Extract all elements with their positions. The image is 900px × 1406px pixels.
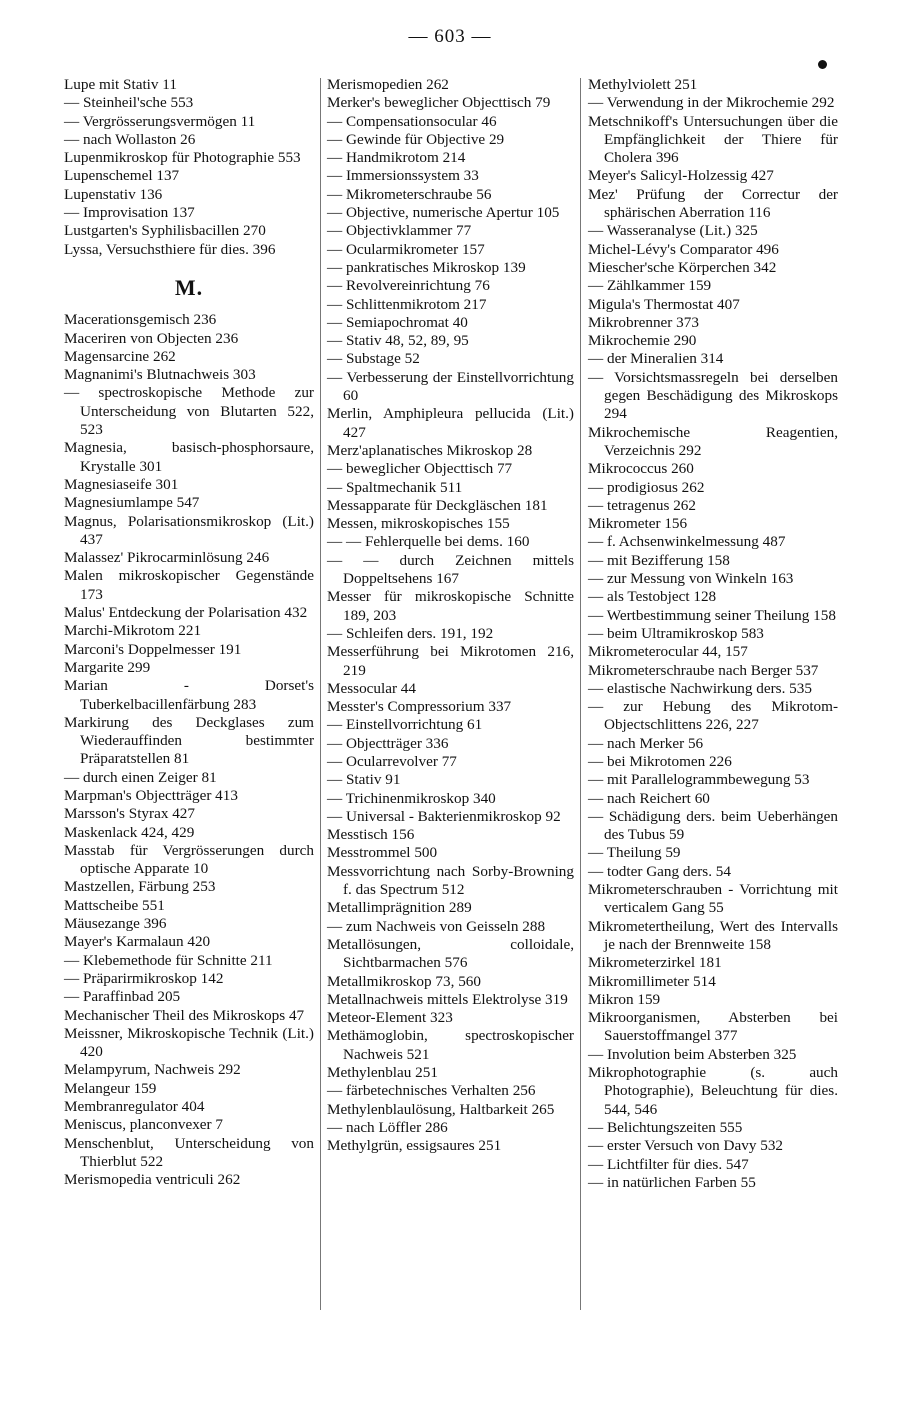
index-entry: Meniscus, planconvexer 7 (64, 1116, 224, 1134)
index-entry: — nach Löffler 286 (327, 1118, 448, 1136)
index-entry: — Schlittenmikrotom 217 (327, 295, 487, 313)
index-entry: — färbetechnisches Verhalten 256 (327, 1082, 536, 1100)
index-entry: Mikrochemische Reagentien, Verzeichnis 292 (588, 423, 838, 459)
index-entry: Magensarcine 262 (64, 347, 176, 365)
index-entry: Meteor-Element 323 (327, 1009, 453, 1027)
index-entry: — Lichtfilter für dies. 547 (588, 1155, 749, 1173)
index-entry: Mikron 159 (588, 990, 661, 1008)
index-entry: Magnanimi's Blutnachweis 303 (64, 366, 256, 384)
index-entry: — Verbesserung der Einstellvorrichtung 60 (327, 368, 574, 405)
index-entry: Malus' Entdeckung der Polarisation 432 (64, 604, 308, 622)
index-entry: — nach Reichert 60 (588, 789, 710, 807)
index-entry: — Handmikrotom 214 (327, 149, 466, 167)
index-entry: Merismopedia ventriculi 262 (64, 1171, 241, 1189)
index-entry: Metallmikroskop 73, 560 (327, 972, 481, 990)
index-entry: Methylgrün, essigsaures 251 (327, 1137, 502, 1155)
index-entry: — Gewinde für Objective 29 (327, 130, 505, 148)
index-entry: Mikrometerschraube nach Berger 537 (588, 661, 819, 679)
index-entry: — Spaltmechanik 511 (327, 478, 463, 496)
index-entry: Metallnachweis mittels Elektrolyse 319 (327, 990, 568, 1008)
index-entry: Methämoglobin, spectroskopischer Nachweis 521 (327, 1027, 574, 1063)
index-entry: Menschenblut, Unterscheidung von Thierblut 522 (64, 1134, 314, 1170)
index-entry: — Theilung 59 (588, 844, 681, 862)
index-entry: Michel-Lévy's Comparator 496 (588, 240, 779, 258)
entry-list (588, 76, 838, 1192)
index-entry: Magnus, Polarisationsmikroskop (Lit.) 437 (64, 512, 314, 548)
index-entry: — Klebemethode für Schnitte 211 (64, 951, 273, 969)
index-entry: — Universal - Bakterienmikroskop 92 (327, 807, 561, 825)
index-entry: Merz'aplanatisches Mikroskop 28 (327, 441, 533, 459)
index-entry: Messocular 44 (327, 679, 416, 697)
index-entry: Mechanischer Theil des Mikroskops 47 (64, 1006, 305, 1024)
index-entry: Metschnikoff's Untersuchungen über die Empfänglichkeit der Thiere für Cholera 396 (588, 112, 838, 167)
index-entry: Marchi-Mikrotom 221 (64, 622, 202, 640)
index-entry: Malassez' Pikrocarminlösung 246 (64, 549, 270, 567)
index-entry: Mikromillimeter 514 (588, 972, 716, 990)
index-entry: — erster Versuch von Davy 532 (588, 1137, 784, 1155)
index-entry: — in natürlichen Farben 55 (588, 1173, 756, 1191)
index-entry: Mikrochemie 290 (588, 332, 697, 350)
index-entry: Metallösungen, colloidale, Sichtbarmachen 576 (327, 935, 574, 972)
index-entry: Mez' Prüfung der Correctur der sphärischen Aberration 116 (588, 185, 838, 222)
index-entry: — nach Merker 56 (588, 734, 704, 752)
index-entry: — Verwendung in der Mikrochemie 292 (588, 94, 835, 112)
index-entry: Membranregulator 404 (64, 1098, 205, 1116)
index-entry: Migula's Thermostat 407 (588, 295, 740, 313)
index-entry: — durch einen Zeiger 81 (64, 768, 217, 786)
index-entry: Maceriren von Objecten 236 (64, 329, 239, 347)
index-entry: — — Fehlerquelle bei dems. 160 (327, 533, 530, 551)
index-entry: Messapparate für Deckgläschen 181 (327, 496, 548, 514)
index-column-2 (327, 76, 574, 1156)
index-entry: — Trichinenmikroskop 340 (327, 789, 496, 807)
index-entry: Marian - Dorset's Tuberkelbacillenfärbung 283 (64, 677, 314, 713)
index-entry: — Improvisation 137 (64, 204, 195, 222)
index-entry: Merlin, Amphipleura pellucida (Lit.) 427 (327, 405, 574, 441)
index-entry: Miescher'sche Körperchen 342 (588, 258, 777, 276)
index-entry: — Wertbestimmung seiner Theilung 158 (588, 606, 836, 624)
index-entry: Lupe mit Stativ 11 (64, 76, 177, 93)
column-divider (580, 78, 581, 1310)
index-entry: Magnesia, basisch-phosphorsaure, Krystalle 301 (64, 439, 314, 475)
index-entry: Meyer's Salicyl-Holzessig 427 (588, 167, 774, 185)
index-entry: — Semiapochromat 40 (327, 313, 468, 331)
index-entry: Mikrometerschrauben - Vorrichtung mit verticalem Gang 55 (588, 881, 838, 917)
index-entry: Marconi's Doppelmesser 191 (64, 640, 242, 658)
index-entry: Magnesiaseife 301 (64, 475, 179, 493)
index-entry: Markirung des Deckglases zum Wiederauffinden bestimmter Präparatstellen 81 (64, 713, 314, 768)
index-entry: — pankratisches Mikroskop 139 (327, 258, 526, 276)
index-entry: Lupenmikroskop für Photographie 553 (64, 149, 301, 167)
index-entry: — — durch Zeichnen mittels Doppeltsehens 167 (327, 551, 574, 588)
index-entry: — Involution beim Absterben 325 (588, 1045, 797, 1063)
index-entry: — Substage 52 (327, 350, 420, 368)
entry-list (327, 76, 574, 1156)
index-entry: Messvorrichtung nach Sorby-Browning f. das Spectrum 512 (327, 862, 574, 899)
index-entry: Mayer's Karmalaun 420 (64, 933, 211, 951)
index-entry: — Objectivklammer 77 (327, 222, 472, 240)
index-entry: Mäusezange 396 (64, 915, 167, 933)
index-entry: — Revolvereinrichtung 76 (327, 277, 490, 295)
index-entry: — bei Mikrotomen 226 (588, 752, 732, 770)
index-entry: Magnesiumlampe 547 (64, 494, 200, 512)
index-entry: Marpman's Objectträger 413 (64, 786, 238, 804)
index-entry: — beim Ultramikroskop 583 (588, 624, 764, 642)
index-entry: — tetragenus 262 (588, 496, 696, 514)
index-entry: Methylenblau 251 (327, 1064, 438, 1082)
index-entry: — Stativ 48, 52, 89, 95 (327, 332, 469, 350)
index-entry: Lyssa, Versuchsthiere für dies. 396 (64, 240, 276, 258)
index-entry: Methylviolett 251 (588, 76, 698, 93)
page-number: — 603 — (408, 26, 492, 47)
index-entry: — zur Hebung des Mikrotom-Objectschlittens 226, 227 (588, 698, 838, 734)
index-entry: — zum Nachweis von Geisseln 288 (327, 917, 546, 935)
index-entry: — Objective, numerische Apertur 105 (327, 204, 560, 222)
index-entry: Lupenstativ 136 (64, 185, 163, 203)
index-entry: Messtisch 156 (327, 826, 415, 844)
index-entry: — als Testobject 128 (588, 588, 717, 606)
index-entry: Mikrococcus 260 (588, 460, 694, 478)
index-entry: Mikrometerzirkel 181 (588, 954, 722, 972)
index-entry: — Vergrösserungsvermögen 11 (64, 112, 256, 130)
index-entry: Merismopedien 262 (327, 76, 449, 93)
index-entry: Messter's Compressorium 337 (327, 698, 512, 716)
index-entry: Messerführung bei Mikrotomen 216, 219 (327, 643, 574, 679)
index-entry: — nach Wollaston 26 (64, 130, 196, 148)
index-entry: — prodigiosus 262 (588, 478, 705, 496)
index-entry: — Schädigung ders. beim Ueberhängen des Tubus 59 (588, 807, 838, 844)
index-entry: — Stativ 91 (327, 771, 401, 789)
index-entry: Macerationsgemisch 236 (64, 311, 217, 329)
index-entry: — todter Gang ders. 54 (588, 862, 731, 880)
index-entry: — Belichtungszeiten 555 (588, 1118, 743, 1136)
index-entry: Messer für mikroskopische Schnitte 189, 203 (327, 588, 574, 624)
index-entry: — mit Parallelogrammbewegung 53 (588, 771, 810, 789)
index-entry: — Vorsichtsmassregeln bei derselben gegen Beschädigung des Mikroskops 294 (588, 368, 838, 423)
index-entry: — Präparirmikroskop 142 (64, 969, 224, 987)
index-entry: Messtrommel 500 (327, 844, 438, 862)
entry-list-m (64, 311, 314, 1189)
index-entry: Mikrometer 156 (588, 515, 688, 533)
index-entry: — Mikrometerschraube 56 (327, 185, 492, 203)
index-entry: Merker's beweglicher Objecttisch 79 (327, 94, 551, 112)
index-entry: Masstab für Vergrösserungen durch optische Apparate 10 (64, 841, 314, 878)
index-entry: Mikroorganismen, Absterben bei Sauerstoffmangel 377 (588, 1009, 838, 1045)
index-entry: Melangeur 159 (64, 1079, 157, 1097)
index-entry: Metallimprägnition 289 (327, 899, 472, 917)
index-entry: — Einstellvorrichtung 61 (327, 716, 483, 734)
index-entry: Melampyrum, Nachweis 292 (64, 1061, 241, 1079)
index-entry: Mastzellen, Färbung 253 (64, 878, 216, 896)
index-entry: Malen mikroskopischer Gegenstände 173 (64, 567, 314, 603)
index-entry: — beweglicher Objecttisch 77 (327, 460, 513, 478)
index-entry: Maskenlack 424, 429 (64, 823, 195, 841)
index-entry: Meissner, Mikroskopische Technik (Lit.) 420 (64, 1024, 314, 1061)
index-entry: — Zählkammer 159 (588, 277, 712, 295)
index-entry: — spectroskopische Methode zur Unterscheidung von Blutarten 522, 523 (64, 384, 314, 439)
index-entry: — Paraffinbad 205 (64, 988, 181, 1006)
index-entry: — Ocularrevolver 77 (327, 752, 457, 770)
index-entry: — Schleifen ders. 191, 192 (327, 624, 494, 642)
index-entry: — zur Messung von Winkeln 163 (588, 570, 794, 588)
index-entry: Margarite 299 (64, 658, 151, 676)
index-entry: — mit Bezifferung 158 (588, 551, 730, 569)
index-entry: — Ocularmikrometer 157 (327, 240, 485, 258)
column-divider (320, 78, 321, 1310)
index-entry: Lustgarten's Syphilisbacillen 270 (64, 222, 266, 240)
index-entry: Marsson's Styrax 427 (64, 805, 195, 823)
index-entry: Lupenschemel 137 (64, 167, 180, 185)
index-column-1 (64, 76, 314, 1190)
index-entry: Messen, mikroskopisches 155 (327, 515, 510, 533)
index-entry: — Wasseranalyse (Lit.) 325 (588, 222, 758, 240)
index-entry: — f. Achsenwinkelmessung 487 (588, 533, 786, 551)
entry-list-l (64, 76, 314, 259)
index-entry: Mikrophotographie (s. auch Photographie), Beleuchtung für dies. 544, 546 (588, 1064, 838, 1118)
index-entry: Mattscheibe 551 (64, 896, 165, 914)
index-entry: — elastische Nachwirkung ders. 535 (588, 679, 812, 697)
index-entry: — der Mineralien 314 (588, 350, 724, 368)
index-entry: Methylenblaulösung, Haltbarkeit 265 (327, 1100, 555, 1118)
index-column-3 (588, 76, 838, 1192)
ink-dot (818, 60, 827, 69)
index-entry: Mikrometertheilung, Wert des Intervalls je nach der Brennweite 158 (588, 917, 838, 953)
index-entry: Mikrobrenner 373 (588, 313, 699, 331)
index-entry: — Immersionssystem 33 (327, 167, 479, 185)
index-entry: — Compensationsocular 46 (327, 112, 497, 130)
index-entry: Mikrometerocular 44, 157 (588, 643, 748, 661)
letter-heading-m: M. (174, 274, 204, 300)
index-entry: — Objectträger 336 (327, 734, 449, 752)
index-entry: — Steinheil'sche 553 (64, 94, 194, 112)
